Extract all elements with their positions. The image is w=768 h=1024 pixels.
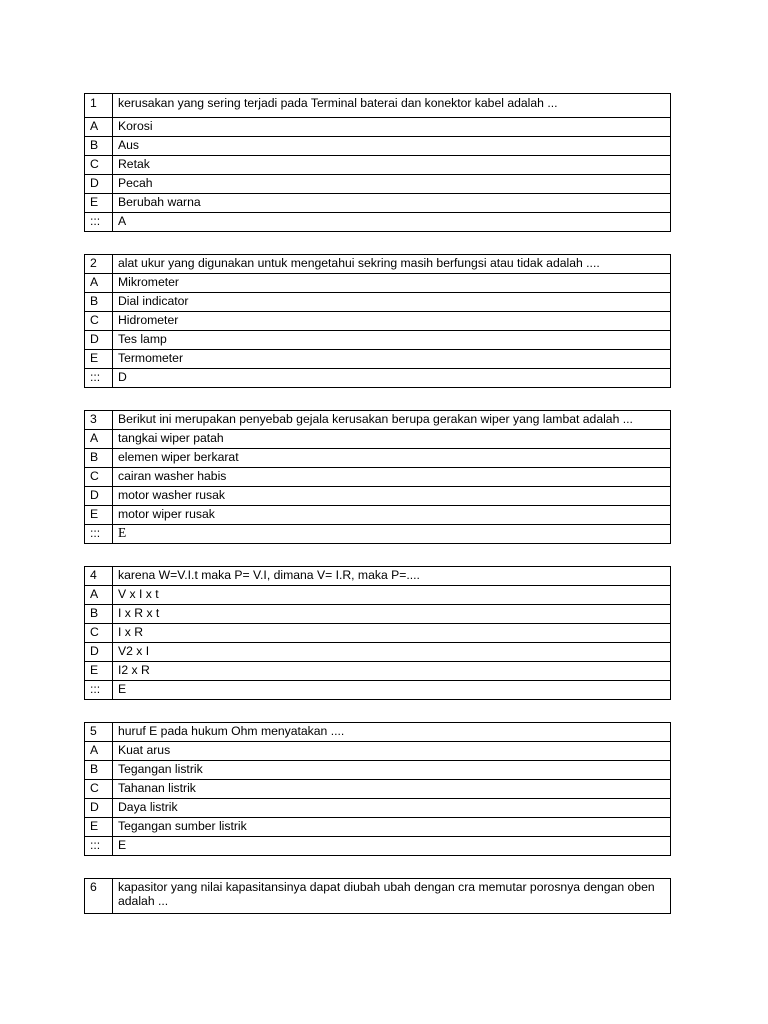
option-text: V x I x t — [113, 586, 671, 605]
option-text: motor wiper rusak — [113, 506, 671, 525]
question-text: Berikut ini merupakan penyebab gejala kerusakan berupa gerakan wiper yang lambat adalah ... — [113, 411, 671, 430]
option-row-d — [85, 487, 671, 506]
option-row-c — [85, 468, 671, 487]
option-letter: B — [85, 449, 113, 468]
answer-key: D — [113, 369, 671, 388]
option-letter: C — [85, 312, 113, 331]
option-text: Tegangan sumber listrik — [113, 818, 671, 837]
option-row-c — [85, 780, 671, 799]
answer-row — [85, 837, 671, 856]
option-letter: C — [85, 624, 113, 643]
question-number: 1 — [85, 94, 113, 118]
option-row-c — [85, 312, 671, 331]
question-row — [85, 567, 671, 586]
answer-key: A — [113, 213, 671, 232]
answer-row — [85, 681, 671, 700]
answer-marker: ::: — [85, 369, 113, 388]
option-letter: E — [85, 194, 113, 213]
option-row-b — [85, 449, 671, 468]
question-table-3 — [84, 410, 671, 544]
option-text: Daya listrik — [113, 799, 671, 818]
answer-key: E — [113, 681, 671, 700]
option-letter: E — [85, 662, 113, 681]
option-text: motor washer rusak — [113, 487, 671, 506]
question-number: 5 — [85, 723, 113, 742]
option-text: Termometer — [113, 350, 671, 369]
option-text: cairan washer habis — [113, 468, 671, 487]
option-row-d — [85, 175, 671, 194]
question-table-4 — [84, 566, 671, 700]
option-letter: A — [85, 586, 113, 605]
option-row-d — [85, 331, 671, 350]
option-letter: E — [85, 818, 113, 837]
answer-key: E — [113, 837, 671, 856]
question-table-1 — [84, 93, 671, 232]
option-text: V2 x I — [113, 643, 671, 662]
question-text: kapasitor yang nilai kapasitansinya dapat diubah ubah dengan cra memutar porosnya dengan oben adalah ... — [113, 879, 671, 914]
option-letter: D — [85, 331, 113, 350]
option-row-a — [85, 742, 671, 761]
option-row-e — [85, 662, 671, 681]
question-text: alat ukur yang digunakan untuk mengetahui sekring masih berfungsi atau tidak adalah .... — [113, 255, 671, 274]
option-row-d — [85, 643, 671, 662]
option-text: Korosi — [113, 118, 671, 137]
question-table-6 — [84, 878, 671, 914]
option-text: elemen wiper berkarat — [113, 449, 671, 468]
option-row-e — [85, 506, 671, 525]
option-letter: A — [85, 118, 113, 137]
option-row-b — [85, 293, 671, 312]
answer-marker: ::: — [85, 525, 113, 544]
option-letter: D — [85, 175, 113, 194]
option-text: I x R x t — [113, 605, 671, 624]
question-text: kerusakan yang sering terjadi pada Terminal baterai dan konektor kabel adalah ... — [113, 94, 671, 118]
question-number: 2 — [85, 255, 113, 274]
option-letter: E — [85, 506, 113, 525]
option-letter: D — [85, 487, 113, 506]
answer-row — [85, 213, 671, 232]
question-number: 4 — [85, 567, 113, 586]
option-letter: C — [85, 156, 113, 175]
option-row-e — [85, 194, 671, 213]
option-text: Kuat arus — [113, 742, 671, 761]
option-text: Retak — [113, 156, 671, 175]
option-row-a — [85, 430, 671, 449]
option-row-e — [85, 350, 671, 369]
option-text: Tes lamp — [113, 331, 671, 350]
option-letter: A — [85, 430, 113, 449]
option-row-c — [85, 156, 671, 175]
option-text: Berubah warna — [113, 194, 671, 213]
option-letter: D — [85, 799, 113, 818]
option-row-e — [85, 818, 671, 837]
option-row-c — [85, 624, 671, 643]
option-text: I x R — [113, 624, 671, 643]
option-row-b — [85, 605, 671, 624]
answer-row — [85, 369, 671, 388]
answer-marker: ::: — [85, 213, 113, 232]
option-text: Mikrometer — [113, 274, 671, 293]
question-table-2 — [84, 254, 671, 388]
question-number: 3 — [85, 411, 113, 430]
option-letter: B — [85, 293, 113, 312]
option-row-b — [85, 137, 671, 156]
question-row — [85, 411, 671, 430]
question-text: huruf E pada hukum Ohm menyatakan .... — [113, 723, 671, 742]
option-letter: C — [85, 780, 113, 799]
question-table-5 — [84, 722, 671, 856]
question-row — [85, 94, 671, 118]
option-text: Hidrometer — [113, 312, 671, 331]
option-text: Pecah — [113, 175, 671, 194]
option-text: Tegangan listrik — [113, 761, 671, 780]
option-text: Dial indicator — [113, 293, 671, 312]
option-text: Tahanan listrik — [113, 780, 671, 799]
option-row-d — [85, 799, 671, 818]
option-letter: D — [85, 643, 113, 662]
option-letter: B — [85, 137, 113, 156]
question-row — [85, 723, 671, 742]
option-letter: A — [85, 274, 113, 293]
question-row — [85, 879, 671, 914]
answer-marker: ::: — [85, 837, 113, 856]
answer-marker: ::: — [85, 681, 113, 700]
question-text: karena W=V.I.t maka P= V.I, dimana V= I.R, maka P=.... — [113, 567, 671, 586]
answer-row — [85, 525, 671, 544]
answer-key: E — [113, 525, 671, 544]
option-row-a — [85, 586, 671, 605]
option-letter: B — [85, 761, 113, 780]
option-text: I2 x R — [113, 662, 671, 681]
option-letter: C — [85, 468, 113, 487]
option-row-a — [85, 118, 671, 137]
option-letter: B — [85, 605, 113, 624]
question-row — [85, 255, 671, 274]
option-row-b — [85, 761, 671, 780]
option-letter: E — [85, 350, 113, 369]
option-row-a — [85, 274, 671, 293]
question-number: 6 — [85, 879, 113, 914]
option-letter: A — [85, 742, 113, 761]
option-text: Aus — [113, 137, 671, 156]
option-text: tangkai wiper patah — [113, 430, 671, 449]
